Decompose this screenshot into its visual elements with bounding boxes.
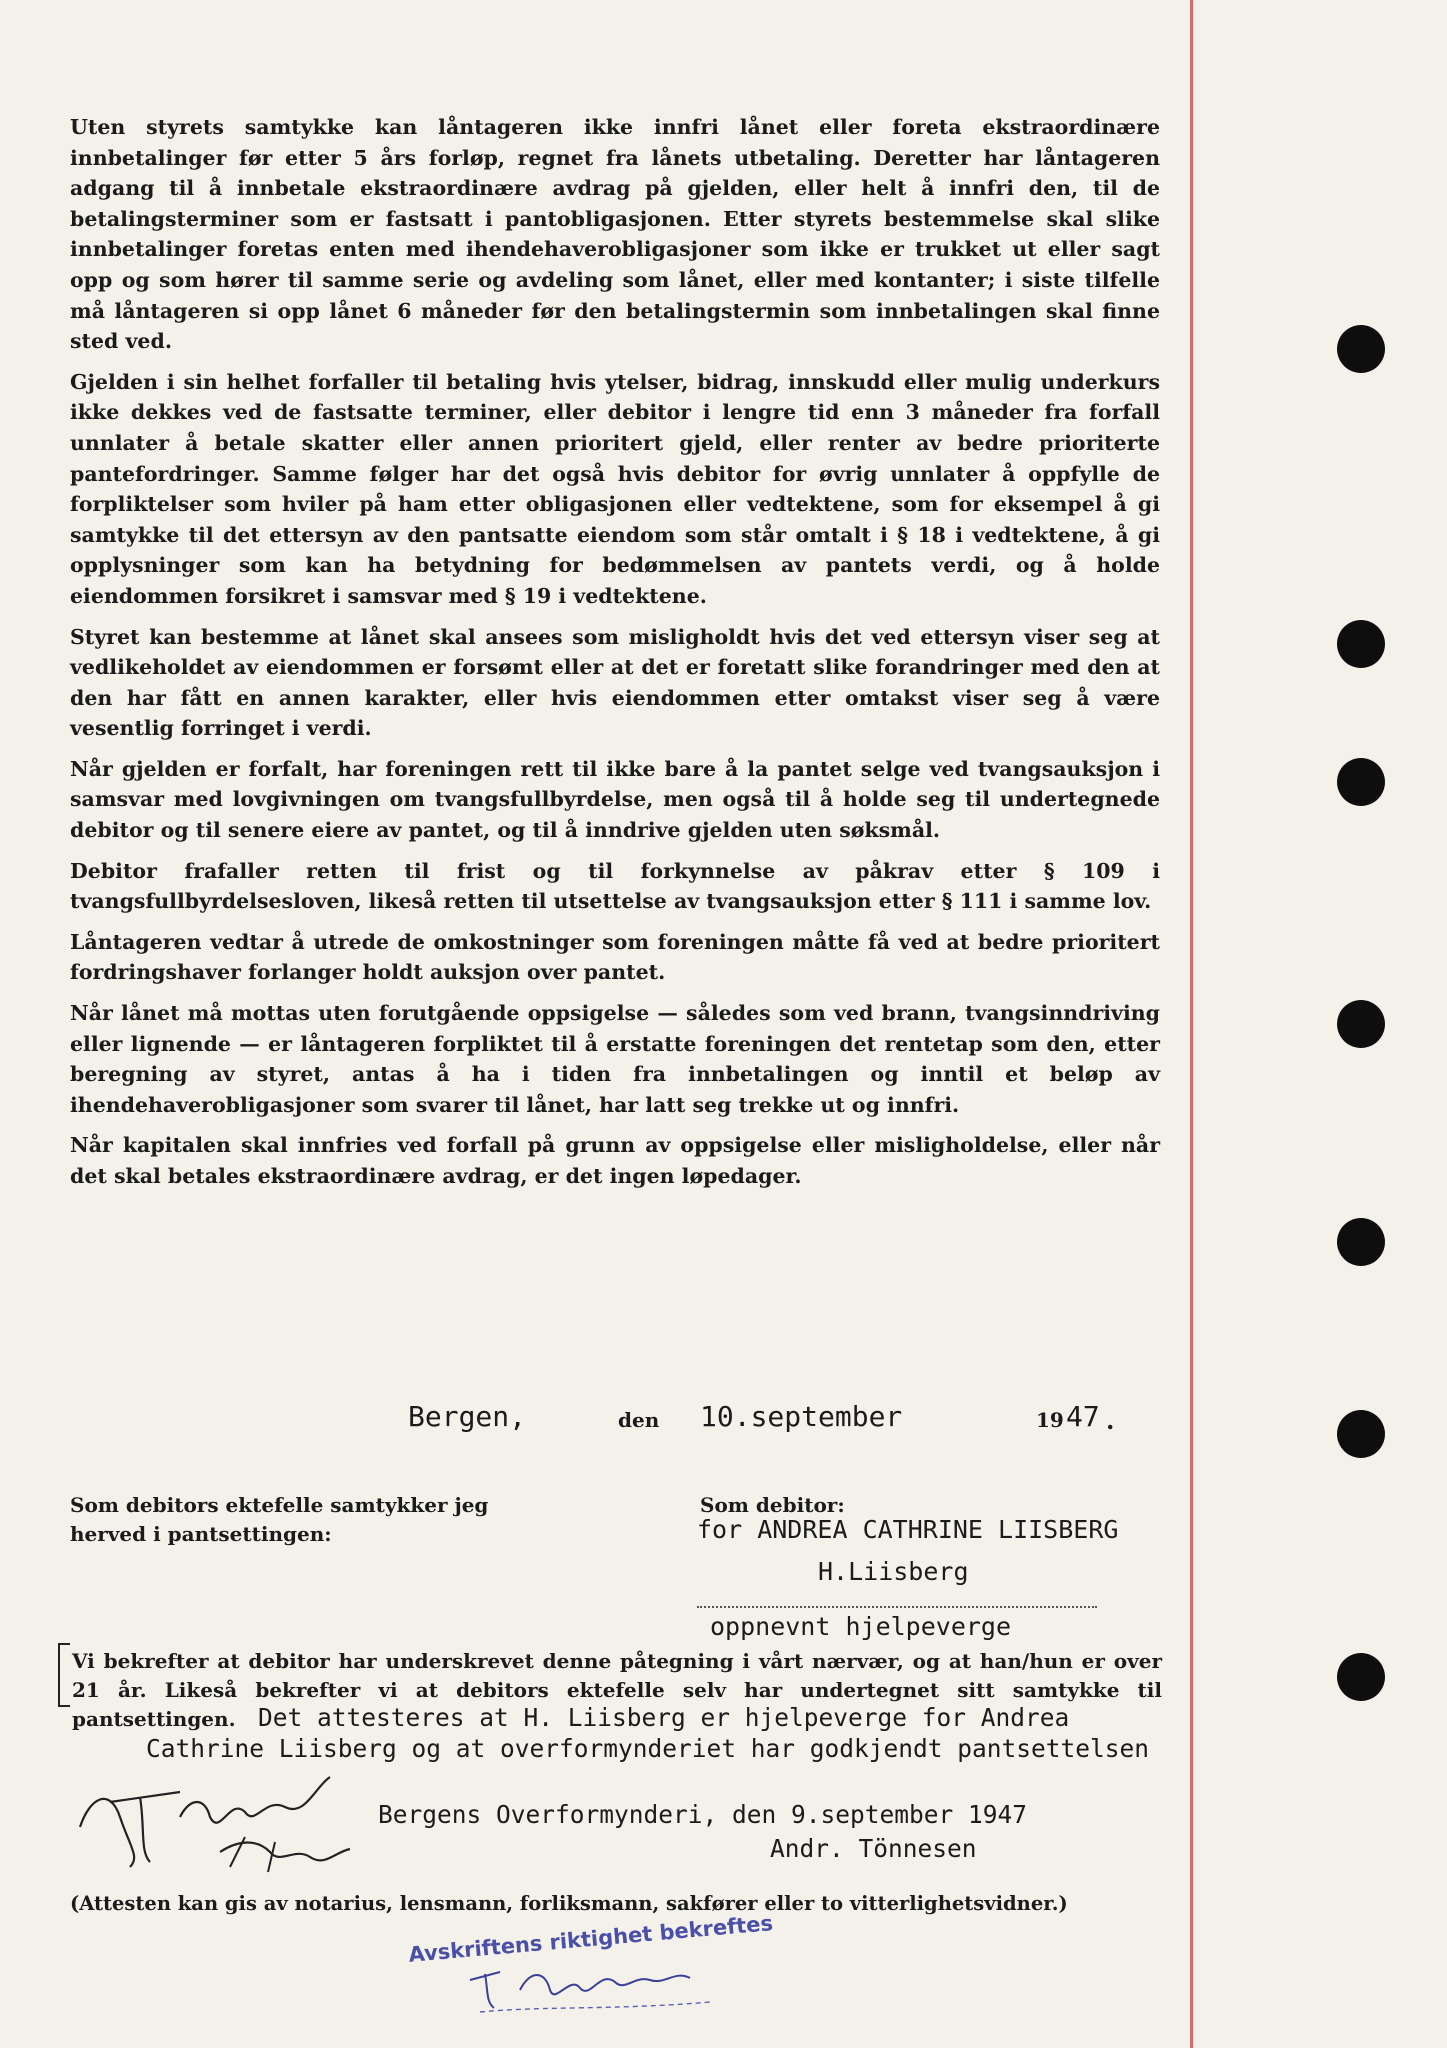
debtor-label: Som debitor:	[700, 1493, 845, 1517]
spouse-consent-line1: Som debitors ektefelle samtykker jeg	[70, 1493, 489, 1517]
signature-line	[697, 1606, 1097, 1608]
debtor-name: for ANDREA CATHRINE LIISBERG	[697, 1515, 1119, 1544]
date-value: 10.september	[700, 1400, 903, 1433]
punch-hole	[1337, 1218, 1385, 1266]
spouse-consent-line2: herved i pantsettingen:	[70, 1522, 332, 1546]
footnote: (Attesten kan gis av notarius, lensmann, forliksmann, sakfører eller to vitterlighetsvidner.)	[70, 1892, 1068, 1915]
debtor-signature: H.Liisberg	[818, 1557, 969, 1586]
witness-signatures	[70, 1757, 370, 1897]
paragraph: Når lånet må mottas uten forutgående oppsigelse — således som ved brann, tvangsinndriving eller lignende — er låntageren forpliktet til å erstatte foreningen det rentetap som den, etter beregning av styret, antas å ha i tiden fra innbetalingen og inntil et beløp av ihendehaverobligasjoner som svarer til lånet, har latt seg trekke ut og innfri.	[70, 1001, 1160, 1117]
terms-text	[70, 112, 1160, 1202]
paragraph: Uten styrets samtykke kan låntageren ikke innfri lånet eller foreta ekstraordinære innbetalinger før etter 5 års forløp, regnet fra lånets utbetaling. Deretter har låntageren adgang til å innbetale ekstraordinære avdrag på gjelden, eller helt å innfri den, til de betalingsterminer som er fastsatt i pantobligasjonen. Etter styrets bestemmelse skal slike innbetalinger foretas enten med ihendehaverobligasjoner som ikke er trukket ut eller sagt opp og som hører til samme serie og avdeling som lånet, eller med kontanter; i siste tilfelle må låntageren si opp lånet 6 måneder før den betalingstermin som innbetalingen skal finne sted ved.	[70, 115, 1160, 354]
paragraph: Styret kan bestemme at lånet skal ansees som misligholdt hvis det ved ettersyn viser seg at vedlikeholdet av eiendommen er forsømt eller at det er foretatt slike forandringer med den at den har fått en annen karakter, eller hvis eiendommen etter omtakst viser seg å være vesentlig forringet i verdi.	[70, 624, 1160, 741]
witness-text: Vi bekrefter at debitor har underskrevet denne påtegning i vårt nærvær, og at han/hun er over 21 år. Likeså bekrefter vi at debitors ektefelle selv har undertegnet sitt samtykke til pantsettingen.	[72, 1649, 1162, 1731]
attestation-line1: Det attesteres at H. Liisberg er hjelpeverge for Andrea	[258, 1703, 1070, 1732]
attestation-signer: Andr. Tönnesen	[770, 1834, 977, 1863]
date-place: Bergen,	[408, 1400, 527, 1433]
punch-hole	[1337, 325, 1385, 373]
punch-hole	[1337, 1653, 1385, 1701]
date-year-prefix: 19	[1036, 1408, 1064, 1432]
margin-line	[1190, 0, 1193, 2048]
paragraph: Låntageren vedtar å utrede de omkostninger som foreningen måtte få ved at bedre prioritert fordringshaver forlanger holdt auksjon over pantet.	[70, 929, 1160, 985]
stamp-text: Avskriftens riktighet bekreftes	[407, 1911, 774, 1967]
date-period: .	[1106, 1406, 1115, 1435]
punch-hole	[1337, 620, 1385, 668]
date-year-suffix: 47	[1066, 1400, 1100, 1433]
stamp-signature	[460, 1950, 730, 2020]
paragraph: Når kapitalen skal innfries ved forfall på grunn av oppsigelse eller misligholdelse, eller når det skal betales ekstraordinære avdrag, er det ingen løpedager.	[70, 1133, 1160, 1188]
punch-hole	[1337, 1000, 1385, 1048]
date-den-label: den	[618, 1408, 660, 1432]
attestation-place-date: Bergens Overformynderi, den 9.september 1947	[378, 1800, 1028, 1829]
witness-bracket	[58, 1643, 70, 1707]
attestation-line2: Cathrine Liisberg og at overformynderiet har godkjendt pantsettelsen	[146, 1734, 1150, 1763]
paragraph: Når gjelden er forfalt, har foreningen rett til ikke bare å la pantet selge ved tvangsauksjon i samsvar med lovgivningen om tvangsfullbyrdelse, men også til å holde seg til undertegnede debitor og til senere eiere av pantet, og til å inndrive gjelden uten søksmål.	[70, 756, 1160, 843]
debtor-role: oppnevnt hjelpeverge	[710, 1612, 1012, 1641]
punch-hole	[1337, 1410, 1385, 1458]
paragraph: Debitor frafaller retten til frist og til forkynnelse av påkrav etter § 109 i tvangsfullbyrdelsesloven, likeså retten til utsettelse av tvangsauksjon etter § 111 i samme lov.	[70, 858, 1160, 914]
punch-hole	[1337, 758, 1385, 806]
paragraph: Gjelden i sin helhet forfaller til betaling hvis ytelser, bidrag, innskudd eller mulig underkurs ikke dekkes ved de fastsatte terminer, eller debitor i lengre tid enn 3 måneder fra forfall unnlater å betale skatter eller annen prioritert gjeld, eller renter av bedre prioriterte pantefordringer. Samme følger har det også hvis debitor for øvrig unnlater å oppfylle de forpliktelser som hviler på ham etter obligasjonen eller vedtektene, som for eksempel å gi samtykke til det ettersyn av den pantsatte eiendom som står omtalt i § 18 i vedtektene, å gi opplysninger som kan ha betydning for bedømmelsen av pantets verdi, og å holde eiendommen forsikret i samsvar med § 19 i vedtektene.	[70, 369, 1160, 608]
